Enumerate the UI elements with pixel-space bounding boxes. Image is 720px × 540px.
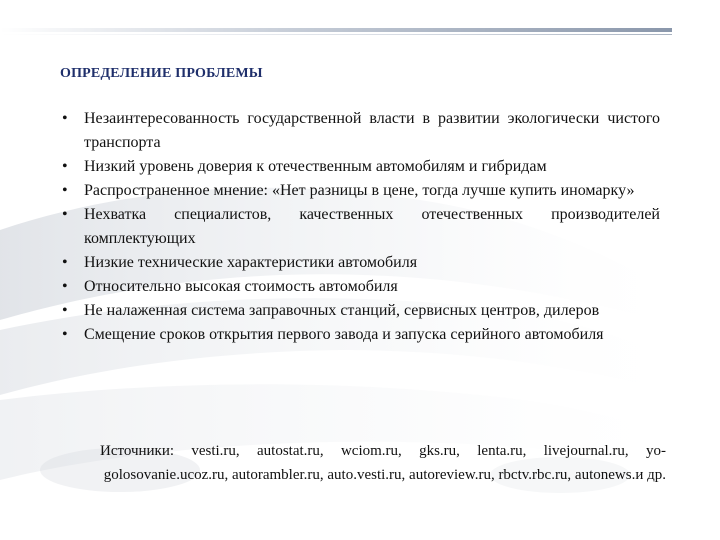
bullet-icon: • [62,158,68,175]
list-item-text: Низкие технические характеристики автомобиля [84,254,418,271]
list-item [60,107,660,155]
bullet-icon: • [62,302,68,319]
bullet-icon: • [62,326,68,343]
bullet-icon: • [62,254,68,271]
list-item [60,179,660,203]
problem-list [60,107,660,347]
list-item [60,203,660,251]
slide-title: ОПРЕДЕЛЕНИЕ ПРОБЛЕМЫ [60,66,263,81]
list-item-text: Низкий уровень доверия к отечественным автомобилям и гибридам [84,158,547,175]
header-rule [0,28,672,32]
list-item [60,155,660,179]
list-item-text: Смещение сроков открытия первого завода и запуска серийного автомобиля [84,326,604,343]
bullet-icon: • [62,182,68,199]
list-item [60,275,660,299]
list-item-text: Распространенное мнение: «Нет разницы в цене, тогда лучше купить иномарку» [84,182,635,199]
sources-note: Источники: vesti.ru, autostat.ru, wciom.ru, gks.ru, lenta.ru, livejournal.ru, yo-golosovanie.ucoz.ru, autorambler.ru, auto.vesti.ru, autoreview.ru, rbctv.rbc.ru, autonews.и др. [100,443,666,483]
list-item-text: Нехватка специалистов, качественных отечественных производителей комплектующих [84,206,660,247]
header-rule-thin [0,34,672,35]
bullet-icon: • [62,278,68,295]
list-item-text: Относительно высокая стоимость автомобиля [84,278,398,295]
list-item [60,251,660,275]
bullet-icon: • [62,206,68,223]
bullet-icon: • [62,110,68,127]
list-item [60,299,660,323]
list-item [60,323,660,347]
list-item-text: Не налаженная система заправочных станций, сервисных центров, дилеров [84,302,600,319]
list-item-text: Незаинтересованность государственной власти в развитии экологически чистого транспорта [84,110,660,151]
